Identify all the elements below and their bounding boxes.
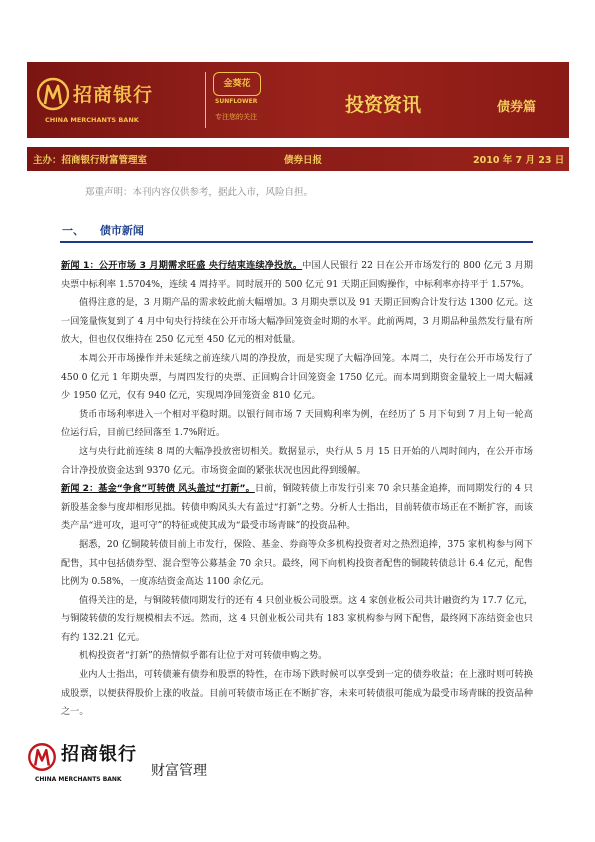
bank-name-en: CHINA MERCHANTS BANK — [45, 116, 139, 124]
bank-name-cn: 招商银行 — [73, 84, 154, 106]
sunflower-badge: 金葵花 — [213, 72, 261, 96]
sunflower-slogan: 专注您的关注 — [215, 113, 257, 121]
host-label: 主办：招商银行财富管理室 — [33, 155, 148, 166]
news-paragraph: 这与央行此前连续 8 周的大幅净投放密切相关。数据显示，央行从 5 月 15 日开始的八周时间内，在公开市场合计净投放资金达到 9370 亿元。市场资金面的紧张状况也因此得到缓解。 — [61, 445, 533, 476]
report-title: 投资资讯 — [345, 94, 422, 116]
section-number: 一、 — [62, 224, 84, 237]
news-paragraph: 据悉，20 亿铜陵转债目前上市发行，保险、基金、券商等众多机构投资者对之热烈追捧，375 家机构参与网下配售，其中包括债券型、混合型等公募基金 70 余只。最终，网下向机构投资者配售的铜陵转债总计 6.4 亿元，配售比例为 0.58%，一度冻结资金高达 1100 余亿元。 — [61, 538, 533, 588]
section-divider — [60, 241, 533, 243]
cmb-footer-logo-icon — [27, 740, 57, 774]
news-paragraph: 货币市场利率进入一个相对平稳时期。以银行间市场 7 天回购利率为例，在经历了 5 月下旬到 7 月上旬一轮高位运行后，目前已经回落至 1.7%附近。 — [61, 408, 533, 439]
header-banner — [27, 62, 569, 138]
sunflower-brand — [213, 72, 303, 128]
news-paragraph: 机构投资者“打新”的热情似乎都有让位于对可转债申购之势。 — [79, 650, 328, 662]
info-bar — [27, 147, 569, 171]
sunflower-name-en: SUNFLOWER — [215, 98, 258, 105]
news-paragraph: 值得注意的是，3 月期产品的需求较此前大幅增加。3 月期央票以及 91 天期正回购合计发行达 1300 亿元。这一回笼量恢复到了 4 月中旬央行持续在公开市场大幅净回笼资金时期的水平。此前两周，3 月期品种虽然发行量有所放大，但也仅仅维持在 250 亿元至 450 亿元的相对低量。 — [61, 297, 533, 346]
publication-date: 2010 年 7 月 23 日 — [473, 155, 565, 166]
news-paragraph — [61, 257, 533, 294]
news-paragraph — [61, 480, 533, 536]
section-title: 债市新闻 — [99, 224, 144, 237]
news-paragraph: 值得关注的是，与铜陵转债同期发行的还有 4 只创业板公司股票。这 4 家创业板公司共计融资约为 17.7 亿元，与铜陵转债的发行规模相去不远。然而，这 4 只创业板公司共有 183 家机构参与网下配售，最终网下冻结资金也只有约 132.21 亿元。 — [61, 594, 533, 643]
footer-logo — [27, 738, 247, 788]
news-headline: 新闻 2：基金“争食”可转债 风头盖过“打新”。 — [61, 483, 255, 495]
publication-name: 债券日报 — [284, 155, 323, 166]
bank-logo — [37, 70, 202, 130]
news-lead: 日前，铜陵转债上市发行引来 70 余只基金追捧，而同期发行的 4 只新股基金参与度却相形见拙。转债申购风头大有盖过“打新”之势。分析人士指出，目前转债市场正在不断扩容，而该类产品“进可攻，退可守”的特征或使其成为“最受市场青睐”的投资品种。 — [61, 483, 533, 532]
disclaimer: 郑重声明：本刊内容仅供参考，据此入市，风险自担。 — [85, 187, 314, 198]
news-article — [61, 257, 533, 722]
footer-bank-name-en: CHINA MERCHANTS BANK — [35, 776, 122, 783]
news-lead: 中国人民银行 22 日在公开市场发行的 800 亿元 3 月期央票中标利率 1.5704%，连续 4 周持平。同时展开的 500 亿元 91 天期正回购操作，中标利率亦持平于 1.57%。 — [61, 260, 533, 290]
cmb-logo-icon — [37, 74, 69, 114]
news-paragraph: 业内人士指出，可转债兼有债券和股票的特性，在市场下跌时候可以享受到一定的债券收益；在上涨时则可转换成股票，以便获得股价上涨的收益。目前可转债市场正在不断扩容，未来可转债很可能成为最受市场青睐的投资品种之一。 — [61, 669, 533, 718]
footer-wealth-management: 财富管理 — [151, 763, 207, 779]
news-paragraph: 本周公开市场操作并未延续之前连续八周的净投放，而是实现了大幅净回笼。本周二，央行在公开市场发行了 450 0 亿元 1 年期央票，与周四发行的央票、正回购合计回笼资金 1750 亿元。而本周到期资金量较上一周大幅减少 1950 亿元，仅有 940 亿元，实现周净回笼资金 810 亿元。 — [61, 352, 533, 402]
section-heading — [62, 222, 144, 238]
news-headline: 新闻 1：公开市场 3 月期需求旺盛 央行结束连续净投放。 — [61, 260, 303, 271]
footer-bank-name-cn: 招商银行 — [61, 744, 137, 765]
logo-divider — [205, 72, 206, 128]
report-section: 债券篇 — [497, 100, 537, 115]
